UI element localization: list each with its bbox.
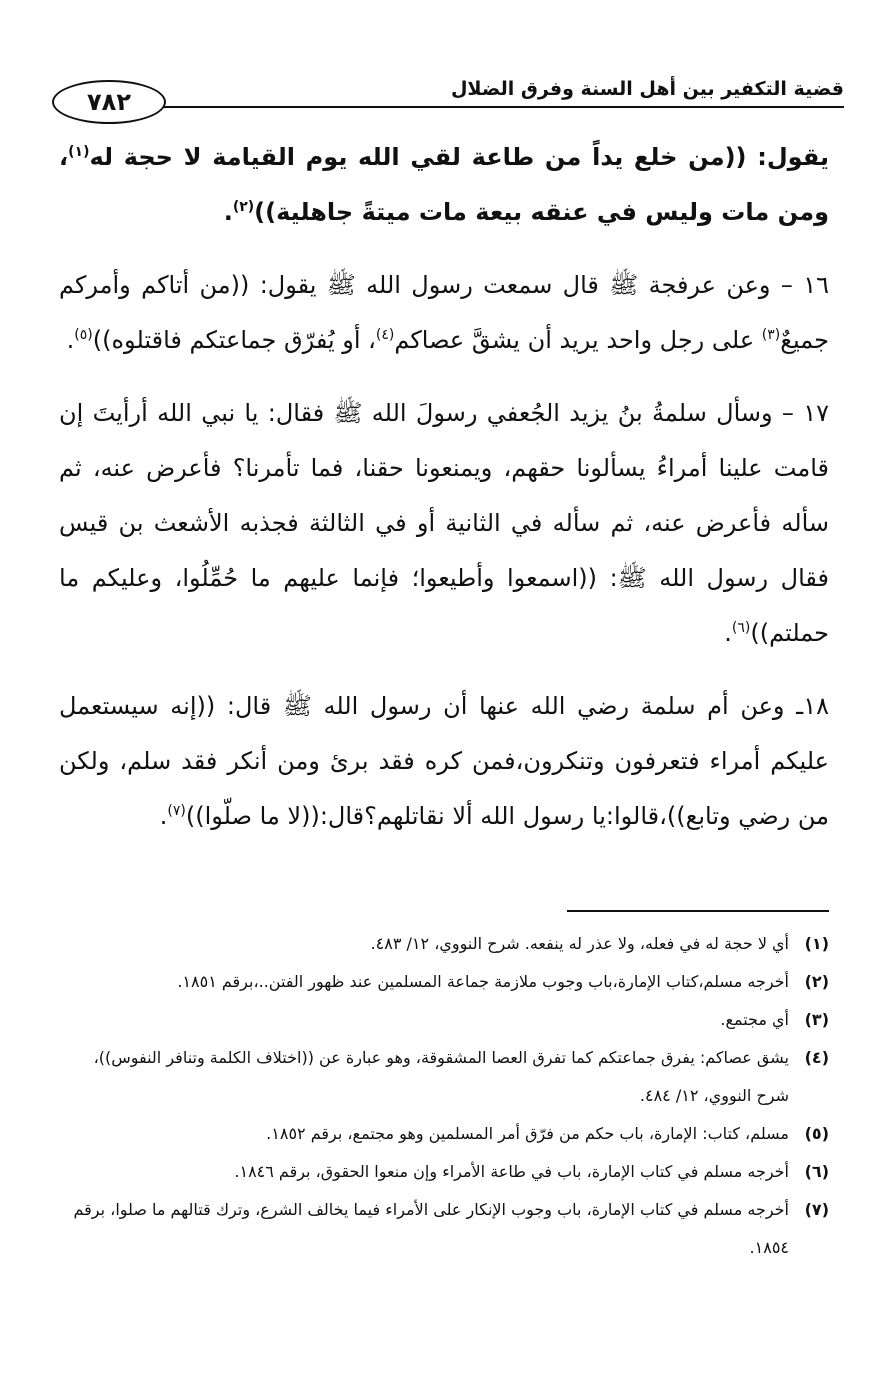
- paragraph-1-text-cont: ، ومن مات وليس في عنقه بيعة مات ميتةً جاهلية)): [59, 143, 829, 226]
- paragraph-1-text: يقول: ((من خلع يداً من طاعة لقي الله يوم القيامة لا حجة له: [89, 143, 829, 171]
- footnote-text: أخرجه مسلم،كتاب الإمارة،باب وجوب ملازمة جماعة المسلمين عند ظهور الفتن..،برقم ١٨٥١.: [177, 972, 789, 991]
- page-number: ٧٨٢: [52, 80, 166, 124]
- paragraph-3: [59, 386, 829, 661]
- paragraph-2-text: ١٦ – وعن عرفجة ﷺ قال سمعت رسول الله ﷺ يقول: ((من أتاكم وأمركم جميعٌ: [59, 271, 829, 354]
- footnote-separator: [567, 910, 829, 912]
- footnote-ref-3: (٣): [761, 327, 781, 343]
- paragraph-2-end: .: [66, 326, 75, 354]
- main-text: [59, 130, 829, 862]
- footnote-1: [59, 925, 829, 963]
- footnote-6: [59, 1153, 829, 1191]
- running-title: قضية التكفير بين أهل السنة وفرق الضلال: [450, 78, 844, 100]
- footnote-ref-2: (٢): [232, 199, 255, 215]
- paragraph-4: [59, 679, 829, 844]
- paragraph-4-end: .: [159, 802, 168, 830]
- footnote-ref-7: (٧): [167, 803, 186, 819]
- paragraph-1-end: .: [223, 198, 233, 226]
- paragraph-3-text: ١٧ – وسأل سلمةُ بنُ يزيد الجُعفي رسولَ الله ﷺ فقال: يا نبي الله أرأيتَ إن قامت علينا أمراءُ يسألونا حقهم، ويمنعونا حقنا، فما تأمرنا؟ فأعرض عنه، ثم سأله فأعرض عنه، ثم سأله في الثانية أو في الثالثة فجذبه الأشعث بن قيس فقال رسول الله ﷺ: ((اسمعوا وأطيعوا؛ فإنما عليهم ما حُمِّلُوا، وعليكم ما حملتم)): [59, 399, 829, 647]
- footnote-3: [59, 1001, 829, 1039]
- footnote-ref-1: (١): [68, 144, 90, 160]
- paragraph-2-text-end: ، أو يُفرّق جماعتكم فاقتلوه)): [92, 326, 376, 354]
- footnote-7: [59, 1191, 829, 1267]
- footnote-2: [59, 963, 829, 1001]
- footnote-number: (٥): [804, 1124, 829, 1143]
- paragraph-4-text: ١٨ـ وعن أم سلمة رضي الله عنها أن رسول الله ﷺ قال: ((إنه سيستعمل عليكم أمراء فتعرفون وتنكرون،فمن كره فقد برئ ومن أنكر فقد سلم، ولكن من رضي وتابع))،قالوا:يا رسول الله ألا نقاتلهم؟قال:((لا ما صلّوا)): [59, 692, 829, 830]
- footnote-text: أخرجه مسلم في كتاب الإمارة، باب في طاعة الأمراء وإن منعوا الحقوق، برقم ١٨٤٦.: [234, 1162, 789, 1181]
- paragraph-2: [59, 258, 829, 368]
- footnote-5: [59, 1115, 829, 1153]
- footnote-text: مسلم، كتاب: الإمارة، باب حكم من فرّق أمر المسلمين وهو مجتمع، برقم ١٨٥٢.: [266, 1124, 789, 1143]
- footnote-4: [59, 1039, 829, 1115]
- paragraph-3-end: .: [724, 619, 732, 647]
- footnote-ref-5: (٥): [74, 327, 93, 343]
- page-header: [44, 70, 844, 120]
- paragraph-1: [59, 130, 829, 240]
- footnote-ref-4: (٤): [375, 327, 395, 343]
- footnote-number: (٢): [804, 972, 829, 991]
- footnote-number: (٣): [804, 1010, 829, 1029]
- footnote-text: يشق عصاكم: يفرق جماعتكم كما تفرق العصا المشقوقة، وهو عبارة عن ((اختلاف الكلمة وتنافر النفوس))، شرح النووي، ١٢/ ٤٨٤.: [93, 1048, 789, 1105]
- footnote-number: (٧): [804, 1200, 829, 1219]
- footnote-number: (٤): [804, 1048, 829, 1067]
- footnote-text: أي مجتمع.: [720, 1010, 789, 1029]
- header-rule: [164, 106, 844, 108]
- footnote-number: (١): [804, 934, 829, 953]
- paragraph-2-text-cont: على رجل واحد يريد أن يشقَّ عصاكم: [394, 326, 762, 354]
- footnote-ref-6: (٦): [731, 620, 751, 636]
- footnote-text: أي لا حجة له في فعله، ولا عذر له ينفعه. شرح النووي، ١٢/ ٤٨٣.: [370, 934, 789, 953]
- footnote-text: أخرجه مسلم في كتاب الإمارة، باب وجوب الإنكار على الأمراء فيما يخالف الشرع، وترك قتالهم ما صلوا، برقم ١٨٥٤.: [73, 1200, 789, 1257]
- footnotes: [59, 925, 829, 1267]
- footnote-number: (٦): [804, 1162, 829, 1181]
